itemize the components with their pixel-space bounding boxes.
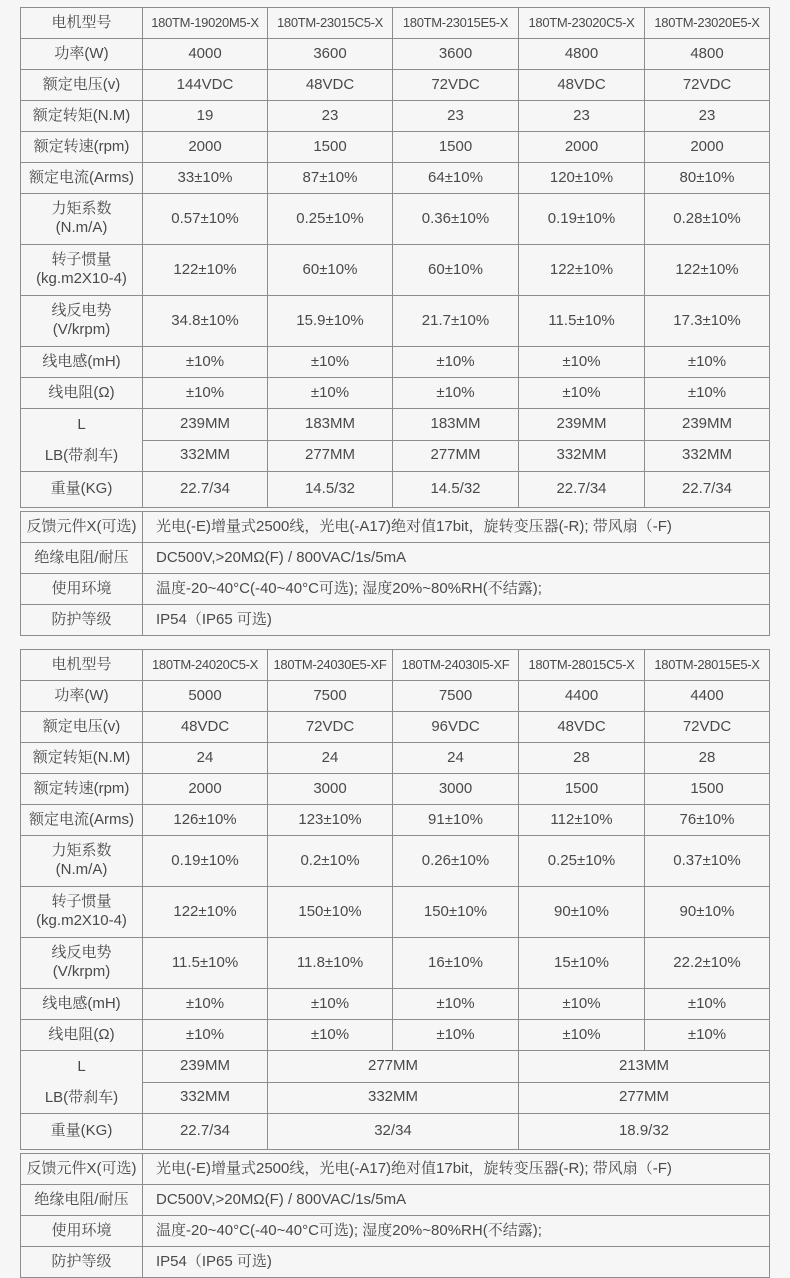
spec-value-cell: 332MM bbox=[143, 1082, 268, 1114]
spec-value-cell: 19 bbox=[143, 101, 268, 132]
spec-row bbox=[21, 743, 770, 774]
spec-value-cell: 14.5/32 bbox=[268, 472, 393, 508]
weight-row bbox=[21, 1114, 770, 1150]
row-label: 使用环境 bbox=[21, 1216, 143, 1247]
spec-row bbox=[21, 70, 770, 101]
row-label bbox=[21, 70, 143, 101]
common-spec-value: IP54（IP65 可选) bbox=[143, 605, 770, 636]
spec-value-cell: ±10% bbox=[519, 347, 645, 378]
spec-row bbox=[21, 296, 770, 347]
spec-row bbox=[21, 774, 770, 805]
row-label bbox=[21, 245, 143, 296]
length-row-L bbox=[21, 409, 770, 441]
spec-value-cell: ±10% bbox=[519, 378, 645, 409]
common-spec-value: DC500V,>20MΩ(F) / 800VAC/1s/5mA bbox=[143, 543, 770, 574]
spec-value-cell: 183MM bbox=[393, 409, 519, 441]
spec-value-cell: 277MM bbox=[393, 440, 519, 472]
common-spec-value: 温度-20~40°C(-40~40°C可选); 湿度20%~80%RH(不结露); bbox=[143, 574, 770, 605]
spec-value-cell: 3600 bbox=[393, 39, 519, 70]
row-label bbox=[21, 836, 143, 887]
row-label-unit: (N.m/A) bbox=[55, 219, 108, 236]
row-label-text: 额定转速(rpm) bbox=[33, 137, 130, 155]
spec-value-cell: 239MM bbox=[519, 409, 645, 441]
spec-value-cell: 239MM bbox=[645, 409, 770, 441]
model-name-cell: 180TM-28015E5-X bbox=[645, 650, 770, 681]
model-name-cell: 180TM-23020C5-X bbox=[519, 8, 645, 39]
row-label-text: 线反电势 bbox=[51, 302, 112, 320]
spec-value-cell: ±10% bbox=[143, 378, 268, 409]
row-label-text: 转子惯量 bbox=[51, 893, 112, 911]
spec-value-cell: 0.2±10% bbox=[268, 836, 393, 887]
spec-value-cell: 2000 bbox=[143, 774, 268, 805]
spec-value-cell: 122±10% bbox=[143, 887, 268, 938]
spec-value-cell: 3000 bbox=[268, 774, 393, 805]
spec-row bbox=[21, 378, 770, 409]
spec-value-cell: ±10% bbox=[268, 378, 393, 409]
spec-value-cell: 332MM bbox=[645, 440, 770, 472]
spec-value-cell: 3000 bbox=[393, 774, 519, 805]
spec-value-cell: 11.5±10% bbox=[143, 938, 268, 989]
spec-row bbox=[21, 163, 770, 194]
spec-row bbox=[21, 245, 770, 296]
row-label-model: 电机型号 bbox=[21, 650, 143, 681]
spec-value-cell: 90±10% bbox=[519, 887, 645, 938]
row-label bbox=[21, 132, 143, 163]
common-spec-value: DC500V,>20MΩ(F) / 800VAC/1s/5mA bbox=[143, 1185, 770, 1216]
row-label bbox=[21, 101, 143, 132]
spec-value-cell: 11.5±10% bbox=[519, 296, 645, 347]
spec-value-cell: 1500 bbox=[645, 774, 770, 805]
spec-value-cell: 34.8±10% bbox=[143, 296, 268, 347]
spec-value-cell: 18.9/32 bbox=[519, 1114, 770, 1150]
row-label-text: 额定电压(v) bbox=[42, 717, 121, 735]
spec-value-cell: 96VDC bbox=[393, 712, 519, 743]
spec-value-cell: ±10% bbox=[143, 1020, 268, 1051]
row-label-text: 线电阻(Ω) bbox=[48, 383, 115, 401]
common-spec-value: 光电(-E)增量式2500线，光电(-A17)绝对值17bit，旋转变压器(-R); 带风扇（-F) bbox=[143, 1154, 770, 1185]
spec-value-cell: 239MM bbox=[143, 1051, 268, 1083]
spec-value-cell: ±10% bbox=[645, 347, 770, 378]
row-label bbox=[21, 805, 143, 836]
length-label-line: LB(带刹车) bbox=[44, 447, 119, 464]
spec-value-cell: 72VDC bbox=[645, 70, 770, 101]
spec-value-cell: 7500 bbox=[393, 681, 519, 712]
spec-value-cell: 32/34 bbox=[268, 1114, 519, 1150]
row-label-text: 额定转矩(N.M) bbox=[32, 106, 131, 124]
spec-value-cell: ±10% bbox=[268, 1020, 393, 1051]
spec-value-cell: 123±10% bbox=[268, 805, 393, 836]
spec-value-cell: ±10% bbox=[645, 378, 770, 409]
row-label bbox=[21, 347, 143, 378]
row-label: 反馈元件X(可选) bbox=[21, 1154, 143, 1185]
row-label-text: 额定电流(Arms) bbox=[29, 168, 134, 186]
spec-value-cell: 87±10% bbox=[268, 163, 393, 194]
spec-value-cell: ±10% bbox=[393, 378, 519, 409]
row-label-text: 线电感(mH) bbox=[42, 352, 121, 370]
spec-value-cell: 80±10% bbox=[645, 163, 770, 194]
spec-value-cell: ±10% bbox=[645, 989, 770, 1020]
spec-value-cell: 60±10% bbox=[268, 245, 393, 296]
motor-spec-block-1 bbox=[20, 7, 790, 636]
spec-value-cell: 332MM bbox=[519, 440, 645, 472]
model-name-cell: 180TM-24020C5-X bbox=[143, 650, 268, 681]
spec-value-cell: 90±10% bbox=[645, 887, 770, 938]
spec-value-cell: 0.37±10% bbox=[645, 836, 770, 887]
spec-value-cell: 22.7/34 bbox=[645, 472, 770, 508]
row-label-model: 电机型号 bbox=[21, 8, 143, 39]
spec-value-cell: ±10% bbox=[143, 347, 268, 378]
spec-value-cell: 122±10% bbox=[143, 245, 268, 296]
spec-value-cell: 28 bbox=[645, 743, 770, 774]
spec-value-cell: 0.25±10% bbox=[519, 836, 645, 887]
spec-value-cell: 22.2±10% bbox=[645, 938, 770, 989]
row-label: 使用环境 bbox=[21, 574, 143, 605]
spec-row bbox=[21, 989, 770, 1020]
common-spec-row bbox=[21, 605, 770, 636]
spec-value-cell: 7500 bbox=[268, 681, 393, 712]
spec-row bbox=[21, 681, 770, 712]
row-label bbox=[21, 774, 143, 805]
model-name-cell: 180TM-28015C5-X bbox=[519, 650, 645, 681]
model-name-cell: 180TM-23015C5-X bbox=[268, 8, 393, 39]
row-label-length bbox=[21, 1051, 143, 1114]
spec-value-cell: 23 bbox=[268, 101, 393, 132]
spec-value-cell: 22.7/34 bbox=[519, 472, 645, 508]
row-label-text: 线电阻(Ω) bbox=[48, 1025, 115, 1043]
spec-value-cell: 2000 bbox=[519, 132, 645, 163]
model-header-row bbox=[21, 8, 770, 39]
row-label bbox=[21, 1020, 143, 1051]
spec-value-cell: 0.57±10% bbox=[143, 194, 268, 245]
row-label-length bbox=[21, 409, 143, 472]
spec-value-cell: 122±10% bbox=[519, 245, 645, 296]
row-label-unit: (V/krpm) bbox=[52, 963, 111, 980]
model-name-cell: 180TM-23015E5-X bbox=[393, 8, 519, 39]
spec-value-cell: ±10% bbox=[393, 347, 519, 378]
spec-value-cell: 24 bbox=[143, 743, 268, 774]
spec-row bbox=[21, 836, 770, 887]
spec-value-cell: 72VDC bbox=[645, 712, 770, 743]
row-label-text: 额定转矩(N.M) bbox=[32, 748, 131, 766]
spec-value-cell: 15.9±10% bbox=[268, 296, 393, 347]
row-label-unit: (kg.m2X10-4) bbox=[36, 270, 127, 287]
spec-value-cell: ±10% bbox=[268, 989, 393, 1020]
spec-value-cell: 91±10% bbox=[393, 805, 519, 836]
spec-value-cell: 122±10% bbox=[645, 245, 770, 296]
row-label-unit: (kg.m2X10-4) bbox=[36, 912, 127, 929]
motor-spec-block-2 bbox=[20, 649, 790, 1278]
row-label: 反馈元件X(可选) bbox=[21, 512, 143, 543]
row-label bbox=[21, 681, 143, 712]
spec-value-cell: 72VDC bbox=[393, 70, 519, 101]
row-label-text: 线电感(mH) bbox=[42, 994, 121, 1012]
spec-row bbox=[21, 194, 770, 245]
row-label-text: 功率(W) bbox=[54, 686, 109, 704]
row-label-unit: (N.m/A) bbox=[55, 861, 108, 878]
spec-value-cell: 4400 bbox=[519, 681, 645, 712]
row-label: 防护等级 bbox=[21, 1247, 143, 1278]
spec-value-cell: 2000 bbox=[143, 132, 268, 163]
spec-value-cell: 126±10% bbox=[143, 805, 268, 836]
common-spec-row bbox=[21, 1216, 770, 1247]
spec-value-cell: 150±10% bbox=[393, 887, 519, 938]
spec-value-cell: 277MM bbox=[519, 1082, 770, 1114]
spec-row bbox=[21, 712, 770, 743]
spec-value-cell: 60±10% bbox=[393, 245, 519, 296]
spec-value-cell: 277MM bbox=[268, 1051, 519, 1083]
spec-value-cell: 48VDC bbox=[143, 712, 268, 743]
spec-value-cell: 23 bbox=[519, 101, 645, 132]
spec-value-cell: ±10% bbox=[645, 1020, 770, 1051]
row-label-text: 线反电势 bbox=[51, 944, 112, 962]
spec-value-cell: 22.7/34 bbox=[143, 1114, 268, 1150]
row-label: 绝缘电阻/耐压 bbox=[21, 543, 143, 574]
spec-value-cell: 4800 bbox=[645, 39, 770, 70]
common-spec-value: 光电(-E)增量式2500线，光电(-A17)绝对值17bit，旋转变压器(-R); 带风扇（-F) bbox=[143, 512, 770, 543]
spec-table bbox=[20, 649, 770, 1150]
spec-row bbox=[21, 887, 770, 938]
common-spec-row bbox=[21, 1247, 770, 1278]
row-label-weight: 重量(KG) bbox=[21, 1114, 143, 1150]
spec-value-cell: ±10% bbox=[519, 989, 645, 1020]
spec-row bbox=[21, 1020, 770, 1051]
row-label: 防护等级 bbox=[21, 605, 143, 636]
common-spec-row bbox=[21, 574, 770, 605]
row-label bbox=[21, 163, 143, 194]
common-spec-row bbox=[21, 1154, 770, 1185]
spec-value-cell: 14.5/32 bbox=[393, 472, 519, 508]
spec-value-cell: 0.19±10% bbox=[143, 836, 268, 887]
spec-value-cell: 4400 bbox=[645, 681, 770, 712]
spec-value-cell: 76±10% bbox=[645, 805, 770, 836]
length-label-line: LB(带刹车) bbox=[44, 1089, 119, 1106]
spec-value-cell: 2000 bbox=[645, 132, 770, 163]
spec-value-cell: 213MM bbox=[519, 1051, 770, 1083]
spec-value-cell: 48VDC bbox=[519, 712, 645, 743]
row-label-text: 额定电压(v) bbox=[42, 75, 121, 93]
spec-value-cell: 17.3±10% bbox=[645, 296, 770, 347]
row-label-text: 转子惯量 bbox=[51, 251, 112, 269]
spec-row bbox=[21, 938, 770, 989]
spec-value-cell: 3600 bbox=[268, 39, 393, 70]
spec-value-cell: 24 bbox=[268, 743, 393, 774]
spec-value-cell: ±10% bbox=[268, 347, 393, 378]
spec-value-cell: 332MM bbox=[268, 1082, 519, 1114]
common-spec-row bbox=[21, 1185, 770, 1216]
spec-value-cell: 4800 bbox=[519, 39, 645, 70]
row-label bbox=[21, 194, 143, 245]
row-label bbox=[21, 743, 143, 774]
spec-value-cell: 239MM bbox=[143, 409, 268, 441]
spec-value-cell: 64±10% bbox=[393, 163, 519, 194]
spec-value-cell: 15±10% bbox=[519, 938, 645, 989]
model-name-cell: 180TM-19020M5-X bbox=[143, 8, 268, 39]
common-spec-table bbox=[20, 1153, 770, 1278]
row-label bbox=[21, 887, 143, 938]
spec-row bbox=[21, 39, 770, 70]
spec-value-cell: 183MM bbox=[268, 409, 393, 441]
model-name-cell: 180TM-24030E5-XF bbox=[268, 650, 393, 681]
row-label bbox=[21, 296, 143, 347]
spec-value-cell: 48VDC bbox=[519, 70, 645, 101]
row-label-text: 额定电流(Arms) bbox=[29, 810, 134, 828]
row-label-weight: 重量(KG) bbox=[21, 472, 143, 508]
row-label: 绝缘电阻/耐压 bbox=[21, 1185, 143, 1216]
length-label-line: L bbox=[77, 416, 86, 433]
spec-value-cell: 0.28±10% bbox=[645, 194, 770, 245]
spec-value-cell: 28 bbox=[519, 743, 645, 774]
spec-value-cell: 332MM bbox=[143, 440, 268, 472]
spec-value-cell: 0.19±10% bbox=[519, 194, 645, 245]
spec-row bbox=[21, 805, 770, 836]
spec-value-cell: 23 bbox=[393, 101, 519, 132]
row-label-text: 力矩系数 bbox=[51, 842, 112, 860]
spec-row bbox=[21, 132, 770, 163]
length-label-line: L bbox=[77, 1058, 86, 1075]
common-spec-value: 温度-20~40°C(-40~40°C可选); 湿度20%~80%RH(不结露); bbox=[143, 1216, 770, 1247]
row-label bbox=[21, 712, 143, 743]
spec-value-cell: 0.25±10% bbox=[268, 194, 393, 245]
spec-row bbox=[21, 101, 770, 132]
spec-value-cell: ±10% bbox=[519, 1020, 645, 1051]
spec-value-cell: 23 bbox=[645, 101, 770, 132]
row-label bbox=[21, 39, 143, 70]
spec-value-cell: ±10% bbox=[143, 989, 268, 1020]
spec-value-cell: 120±10% bbox=[519, 163, 645, 194]
spec-value-cell: 144VDC bbox=[143, 70, 268, 101]
common-spec-table bbox=[20, 511, 770, 636]
row-label bbox=[21, 989, 143, 1020]
spec-value-cell: 0.26±10% bbox=[393, 836, 519, 887]
spec-value-cell: 48VDC bbox=[268, 70, 393, 101]
model-header-row bbox=[21, 650, 770, 681]
row-label bbox=[21, 378, 143, 409]
spec-value-cell: 4000 bbox=[143, 39, 268, 70]
spec-value-cell: 112±10% bbox=[519, 805, 645, 836]
weight-row bbox=[21, 472, 770, 508]
length-row-L bbox=[21, 1051, 770, 1083]
spec-table bbox=[20, 7, 770, 508]
model-name-cell: 180TM-24030I5-XF bbox=[393, 650, 519, 681]
spec-value-cell: 277MM bbox=[268, 440, 393, 472]
spec-value-cell: 21.7±10% bbox=[393, 296, 519, 347]
spec-value-cell: 72VDC bbox=[268, 712, 393, 743]
spec-value-cell: 24 bbox=[393, 743, 519, 774]
common-spec-value: IP54（IP65 可选) bbox=[143, 1247, 770, 1278]
common-spec-row bbox=[21, 543, 770, 574]
spec-value-cell: 1500 bbox=[393, 132, 519, 163]
row-label-text: 功率(W) bbox=[54, 44, 109, 62]
spec-value-cell: 1500 bbox=[519, 774, 645, 805]
spec-value-cell: 0.36±10% bbox=[393, 194, 519, 245]
row-label-unit: (V/krpm) bbox=[52, 321, 111, 338]
common-spec-row bbox=[21, 512, 770, 543]
row-label-text: 力矩系数 bbox=[51, 200, 112, 218]
spec-value-cell: 22.7/34 bbox=[143, 472, 268, 508]
row-label bbox=[21, 938, 143, 989]
spec-value-cell: 5000 bbox=[143, 681, 268, 712]
model-name-cell: 180TM-23020E5-X bbox=[645, 8, 770, 39]
spec-value-cell: ±10% bbox=[393, 1020, 519, 1051]
spec-value-cell: 33±10% bbox=[143, 163, 268, 194]
spec-row bbox=[21, 347, 770, 378]
spec-value-cell: 16±10% bbox=[393, 938, 519, 989]
row-label-text: 额定转速(rpm) bbox=[33, 779, 130, 797]
spec-value-cell: 1500 bbox=[268, 132, 393, 163]
spec-value-cell: 150±10% bbox=[268, 887, 393, 938]
spec-value-cell: ±10% bbox=[393, 989, 519, 1020]
spec-value-cell: 11.8±10% bbox=[268, 938, 393, 989]
